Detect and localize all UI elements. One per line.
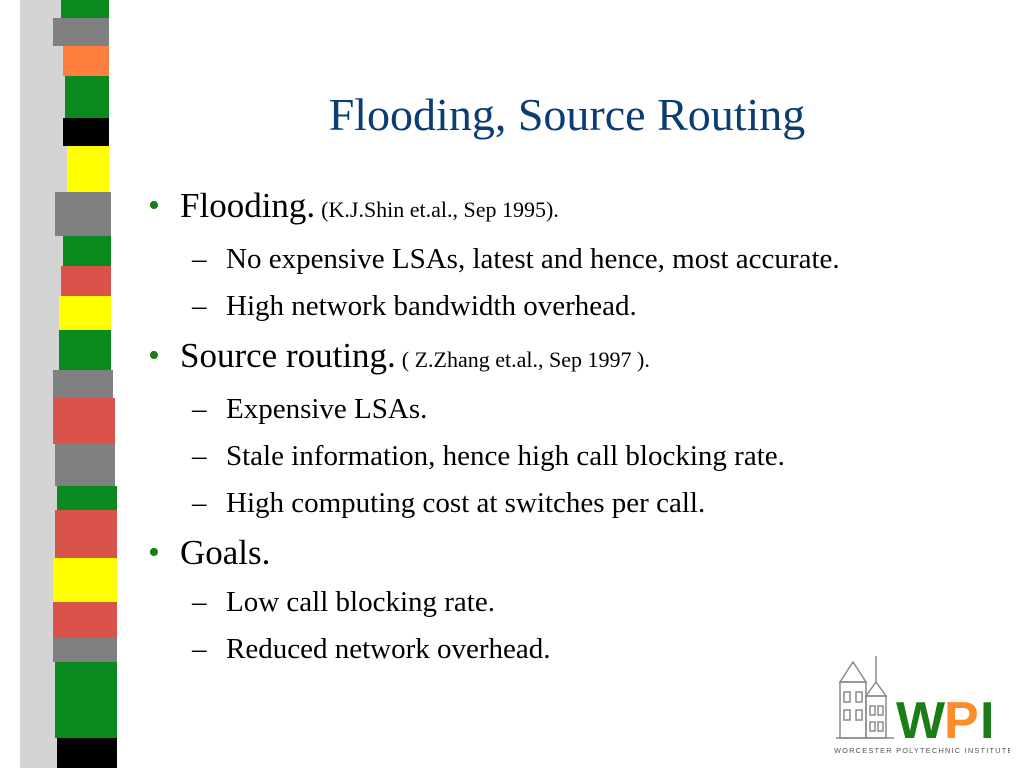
sub-bullet-item — [148, 480, 1008, 527]
sub-bullet-text: No expensive LSAs, latest and hence, most accurate. — [226, 243, 840, 275]
stripe-block-red — [61, 266, 111, 296]
building-icon — [836, 656, 894, 738]
stripe-block-red — [55, 510, 117, 558]
bullet-icon: • — [148, 337, 160, 374]
svg-text:W: W — [896, 692, 946, 750]
sub-bullet-item — [148, 433, 1008, 480]
sub-bullet-text: Stale information, hence high call blocking rate. — [226, 440, 785, 472]
dash-icon: – — [192, 586, 207, 618]
wpi-logo — [834, 652, 1010, 764]
wpi-letters — [896, 692, 994, 750]
bullet-item-flooding — [148, 180, 1008, 236]
wpi-logo-graphic — [834, 652, 1010, 764]
stripe-block-gray — [53, 638, 117, 662]
stripe-block-green — [61, 0, 109, 18]
dash-icon: – — [192, 633, 207, 665]
bullet-text: Goals. — [180, 533, 271, 572]
bullet-icon: • — [148, 534, 160, 571]
svg-text:I: I — [980, 692, 995, 750]
sub-bullet-text: Low call blocking rate. — [226, 586, 495, 618]
sub-bullet-text: High computing cost at switches per call. — [226, 487, 706, 519]
bullet-text: Source routing. — [180, 336, 396, 375]
bullet-list — [148, 180, 1008, 673]
bullet-item-source-routing — [148, 330, 1008, 386]
stripe-block-green — [63, 236, 111, 266]
stripe-block-black — [57, 738, 117, 768]
stripe-block-orange — [63, 46, 109, 76]
stripe-block-green — [55, 662, 117, 738]
dash-icon: – — [192, 487, 207, 519]
dash-icon: – — [192, 290, 207, 322]
sub-bullet-item — [148, 386, 1008, 433]
logo-subtitle: WORCESTER POLYTECHNIC INSTITUTE — [834, 746, 1010, 755]
svg-text:P: P — [944, 692, 979, 750]
bullet-citation: (K.J.Shin et.al., Sep 1995). — [321, 197, 559, 222]
bullet-item-goals — [148, 527, 1008, 579]
stripe-block-green — [57, 486, 117, 510]
stripe-block-red — [53, 398, 115, 444]
bullet-citation: ( Z.Zhang et.al., Sep 1997 ). — [401, 347, 650, 372]
sub-bullet-item — [148, 579, 1008, 626]
stripe-block-green — [59, 330, 111, 370]
stripe-block-gray — [53, 18, 109, 46]
stripe-block-red — [53, 602, 117, 638]
dash-icon: – — [192, 243, 207, 275]
dash-icon: – — [192, 393, 207, 425]
sub-bullet-text: Expensive LSAs. — [226, 393, 428, 425]
stripe-block-yellow — [59, 296, 111, 330]
dash-icon: – — [192, 440, 207, 472]
slide-title: Flooding, Source Routing — [328, 89, 806, 140]
bullet-text: Flooding. — [180, 186, 316, 225]
bullet-icon: • — [148, 187, 160, 224]
sub-bullet-item — [148, 236, 1008, 283]
stripe-block-gray — [55, 192, 111, 236]
stripe-block-yellow — [53, 558, 117, 602]
stripe-block-yellow — [67, 146, 109, 192]
sub-bullet-text: High network bandwidth overhead. — [226, 290, 637, 322]
stripe-block-gray — [55, 444, 115, 486]
sub-bullet-item — [148, 283, 1008, 330]
sub-bullet-text: Reduced network overhead. — [226, 633, 551, 665]
stripe-block-gray — [53, 370, 113, 398]
